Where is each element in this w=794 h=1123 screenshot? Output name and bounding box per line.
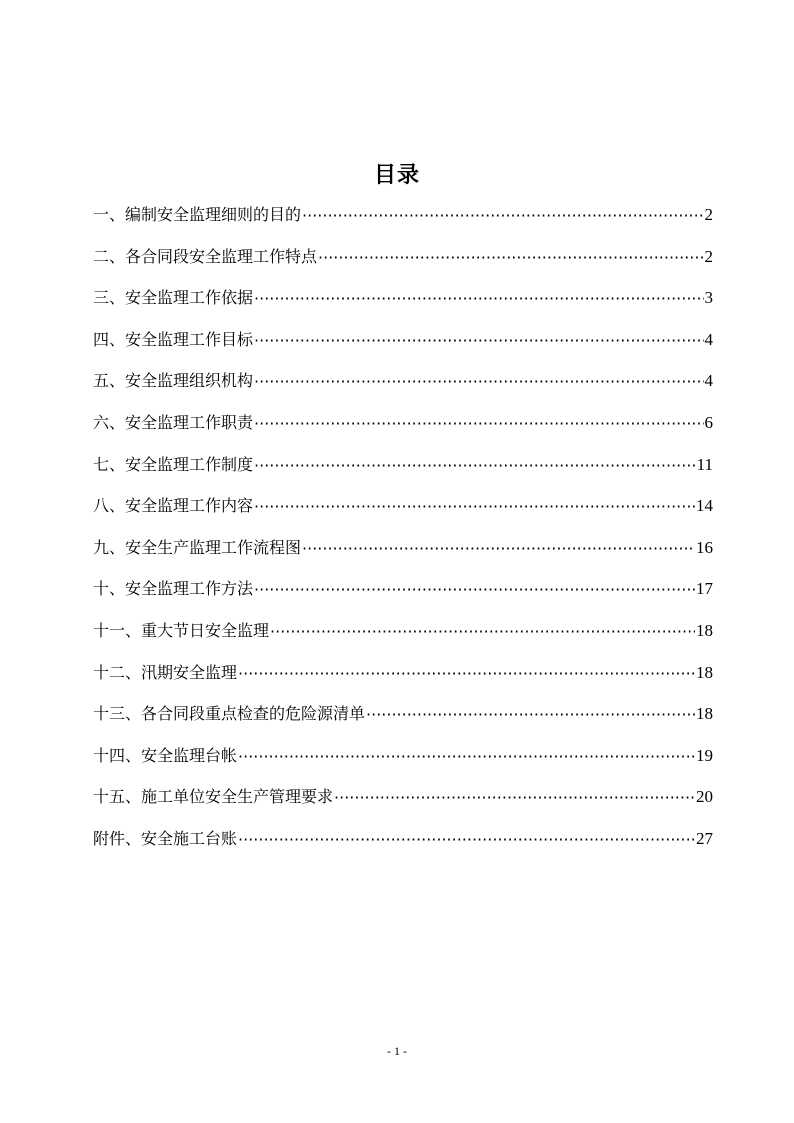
toc-item-page: 4 (704, 371, 713, 391)
toc-item-label: 八、安全监理工作内容 (93, 496, 254, 516)
toc-item-page: 18 (696, 704, 713, 724)
dot-leader (270, 619, 695, 645)
toc-item-label: 六、安全监理工作职责 (93, 412, 254, 432)
toc-item-page: 19 (696, 745, 713, 765)
table-of-contents (93, 202, 713, 868)
page-title: 目录 (373, 163, 420, 188)
toc-item-label: 附件、安全施工台账 (93, 828, 238, 848)
dot-leader (254, 369, 703, 395)
toc-item-page: 11 (696, 454, 713, 474)
dot-leader (254, 453, 696, 479)
toc-item-label: 十三、各合同段重点检查的危险源清单 (93, 704, 366, 724)
toc-item-label: 十四、安全监理台帐 (93, 745, 238, 765)
toc-item[interactable] (93, 576, 713, 618)
dot-leader (238, 744, 695, 770)
toc-item-page: 6 (704, 412, 713, 432)
toc-item-label: 十五、施工单位安全生产管理要求 (93, 787, 334, 807)
toc-item-page: 2 (704, 205, 713, 224)
toc-item-page: 2 (704, 246, 713, 266)
toc-item[interactable] (93, 535, 713, 577)
dot-leader (302, 536, 695, 562)
toc-item-page: 4 (704, 329, 713, 349)
toc-item-label: 十、安全监理工作方法 (93, 579, 254, 599)
toc-item-label: 九、安全生产监理工作流程图 (93, 537, 302, 557)
toc-item[interactable] (93, 285, 713, 327)
toc-item-label: 一、编制安全监理细则的目的 (93, 205, 302, 224)
toc-item[interactable] (93, 202, 713, 244)
toc-item-label: 十二、汛期安全监理 (93, 662, 238, 682)
dot-leader (238, 827, 695, 853)
toc-item[interactable] (93, 327, 713, 369)
dot-leader (334, 785, 695, 811)
toc-item-label: 二、各合同段安全监理工作特点 (93, 246, 318, 266)
toc-item-page: 20 (696, 787, 713, 807)
toc-item[interactable] (93, 368, 713, 410)
toc-item-page: 18 (696, 662, 713, 682)
dot-leader (254, 494, 695, 520)
toc-item-label: 四、安全监理工作目标 (93, 329, 254, 349)
dot-leader (366, 702, 695, 728)
toc-item-page: 16 (696, 537, 713, 557)
toc-item[interactable] (93, 743, 713, 785)
toc-item-label: 三、安全监理工作依据 (93, 288, 254, 308)
toc-item-page: 18 (696, 620, 713, 640)
toc-item[interactable] (93, 618, 713, 660)
page-number: - 1 - (387, 1044, 407, 1058)
dot-leader (318, 245, 703, 271)
dot-leader (238, 661, 695, 687)
toc-item-page: 3 (704, 288, 713, 308)
toc-item[interactable] (93, 701, 713, 743)
toc-item-label: 五、安全监理组织机构 (93, 371, 254, 391)
dot-leader (254, 577, 695, 603)
toc-item[interactable] (93, 493, 713, 535)
toc-item[interactable] (93, 660, 713, 702)
toc-item-label: 十一、重大节日安全监理 (93, 620, 270, 640)
toc-item[interactable] (93, 826, 713, 868)
toc-item-page: 17 (696, 579, 713, 599)
dot-leader (254, 411, 703, 437)
toc-item-page: 14 (696, 496, 713, 516)
dot-leader (302, 203, 703, 229)
toc-item[interactable] (93, 452, 713, 494)
toc-item[interactable] (93, 410, 713, 452)
toc-item[interactable] (93, 784, 713, 826)
toc-item-label: 七、安全监理工作制度 (93, 454, 254, 474)
toc-item[interactable] (93, 244, 713, 286)
toc-item-page: 27 (696, 828, 713, 848)
dot-leader (254, 286, 703, 312)
dot-leader (254, 328, 703, 354)
